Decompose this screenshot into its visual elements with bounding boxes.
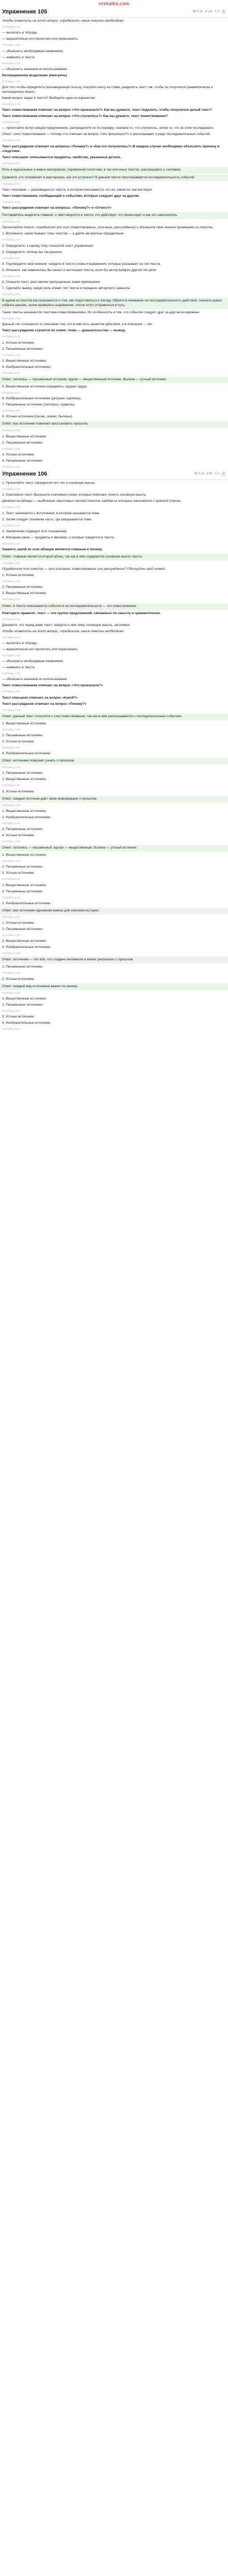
text-paragraph: — объяснить значения их использования. (2, 67, 68, 71)
text-paragraph: Текст повествования отвечает на вопрос «Что произошло?» Как вы думаете, текст поделить, чтобы получился целый текст? (2, 108, 213, 112)
watermark: reshalka.com (2, 80, 21, 83)
likes-count: 116 (207, 10, 213, 14)
text-paragraph: 2. Изобразительные источники. (2, 815, 52, 819)
text-paragraph: Текст рассуждения отвечает на вопрос «Почему?» (2, 702, 87, 706)
answer-block: Постарайтесь выделить главное: о чём говорится в тексте, кто действует, что происходит и как это закончилось. (0, 212, 228, 219)
watermark: reshalka.com (2, 353, 21, 357)
text-paragraph: 3. Устные источники. (2, 789, 35, 793)
text-paragraph: 1. Вещественные источники. (2, 996, 47, 1001)
answer-block: Сравните, кто отправляет в мастерскую, как это устроено? В данном тексте прослеживается последовательность событий. (0, 175, 228, 181)
text-paragraph: 6. Спишите текст, расставляя пропущенные знаки препинания. (2, 280, 101, 284)
text-paragraph: 2. Определите, к какому типу относится текст упражнения. (2, 244, 94, 248)
text-paragraph: 2. Письменные источники. (2, 889, 43, 893)
text-paragraph: 2. Озаглавьте текст. Выпишите ключевые слова, которые помогают понять основную мысль. (2, 493, 147, 497)
watermark: reshalka.com (2, 991, 21, 995)
watermark: reshalka.com (2, 728, 21, 732)
watermark: reshalka.com (2, 896, 21, 900)
text-paragraph: Текст описания: описываются предметы, свойства, указанные детали. (2, 155, 121, 159)
text-paragraph: 1. Вещественные источники. (2, 853, 47, 857)
text-paragraph: Определите тип текста — это описание, повествование или рассуждение? Обоснуйте свой ответ. (2, 567, 166, 571)
text-paragraph: 1. Вспомните, какие бывают типы текстов — и дайте им краткое определение. (2, 232, 125, 236)
watermark: reshalka.com (2, 562, 21, 565)
watermark: reshalka.com (2, 636, 21, 639)
text-paragraph: — выразительно его прочитать или пересказать; (2, 647, 78, 651)
comment-icon: ✎ (214, 10, 217, 14)
text-paragraph: — объяснить необходимые изменения; (2, 49, 64, 53)
answer-block: Ответ: в тексте описываются события в их последовательности — это повествование. (0, 603, 228, 610)
text-paragraph: 1. Вещественные источники. (2, 434, 47, 438)
text-paragraph: 4. Изобразительные источники. (2, 945, 52, 950)
text-paragraph: 1. Письменные источники. (2, 965, 43, 969)
exercise-header (0, 7, 228, 18)
text-paragraph: Текст повествования, сообщающий о событиях, которые следуют друг за другом. (2, 194, 140, 198)
watermark: reshalka.com (2, 708, 21, 712)
answer-block: Ответ: данный текст относится к типу повествование, так как в нём рассказывается о последовательных событиях. (0, 714, 228, 720)
watermark: reshalka.com (2, 257, 21, 260)
watermark: reshalka.com (2, 317, 21, 321)
watermark: reshalka.com (2, 934, 21, 937)
answer-block: Ответ: все источники одинаково важны для изучения истории. (0, 908, 228, 914)
text-paragraph: 2. Устные источники. (2, 977, 35, 981)
watermark: reshalka.com (2, 506, 21, 510)
watermark: reshalka.com (2, 878, 21, 882)
watermark: reshalka.com (2, 804, 21, 807)
watermark: reshalka.com (2, 1028, 21, 1031)
exercise-content (0, 19, 228, 469)
text-paragraph: Текст рассуждения отвечает на вопросы «Почему?» и «Как это получилось?» В каждом случае необходимо объяснить причину и следствие. (2, 144, 220, 153)
comments-stat[interactable] (215, 472, 219, 476)
text-paragraph: 1. Устные источники. (2, 573, 35, 578)
text-paragraph: Деление на абзацы — выделение смысловых частей текста, каждая из которых начинается с красной строки. (2, 499, 182, 503)
answer-block: Ответ: летопись — письменный, курган — вещественный, былина — устный источник. (0, 845, 228, 852)
text-paragraph: 1. Устные источники. (2, 921, 35, 925)
text-paragraph: 5. Опишите, как изменились бы смысл и интонация текста, если бы автор выбрал другой тип речи. (2, 268, 157, 272)
text-paragraph: — объяснить необходимые изменения; (2, 659, 64, 664)
exercises-list (0, 7, 228, 1031)
text-paragraph: 1. Письменные источники. (2, 771, 43, 775)
text-paragraph: 1. Вещественные источники. (2, 721, 47, 725)
text-paragraph: 2. Письменные источники. (2, 440, 43, 445)
text-paragraph: 4. Изобразительные источники. (2, 1021, 52, 1025)
text-paragraph: 8. Устные источники (песни, сказки, былины). (2, 415, 73, 419)
text-paragraph: — объяснить значения их использования. (2, 677, 68, 682)
exercise-content (0, 481, 228, 1031)
watermark: reshalka.com (2, 690, 21, 694)
answer-block: Роль в журнальных и живых материалах, перевозной логистике, в тех или иных текстах, рассказывать о человеке. (0, 167, 228, 174)
text-paragraph: — изменить в тексте; (2, 55, 36, 59)
text-paragraph: 7. Письменные источники (летописи, грамоты). (2, 403, 76, 407)
watermark: reshalka.com (2, 654, 21, 657)
exercise-title: Упражнение 106 (2, 470, 47, 477)
heart-icon: ♥ (206, 472, 208, 476)
watermark: reshalka.com (2, 746, 21, 750)
text-paragraph: 2. Затем следует основная часть, где раскрывается тема. (2, 517, 92, 521)
watermark: reshalka.com (2, 62, 21, 65)
watermark: reshalka.com (2, 784, 21, 788)
menu-icon[interactable]: ☰ (222, 10, 225, 14)
views-stat[interactable] (192, 10, 203, 14)
text-paragraph: 2. Письменные источники. (2, 585, 43, 589)
text-paragraph: 3. Вещественные источники. (2, 939, 47, 943)
text-paragraph: 2. Вещественные источники. (2, 777, 47, 782)
comments-stat[interactable] (215, 10, 219, 14)
text-paragraph: Повторите правило: текст — это группа предложений, связанных по смыслу и грамматически. (2, 611, 161, 615)
text-paragraph: 1. Текст начинается с вступления, в котором называется тема. (2, 511, 100, 515)
text-paragraph: Текст повествования отвечает на вопрос «Что случилось?» Как вы думаете, текст повествование? (2, 114, 168, 118)
text-paragraph: Текст-рассуждение строится по схеме: тезис — доказательства — вывод. (2, 329, 126, 333)
watermark: reshalka.com (2, 44, 21, 47)
text-paragraph: 3. Устные источники. (2, 1015, 35, 1019)
text-paragraph: Чтобы ответить на этот вопрос, определите, какие тексты необходимо: (2, 629, 125, 633)
text-paragraph: 3. Вещественные источники. (2, 359, 47, 363)
watermark: reshalka.com (2, 1009, 21, 1013)
watermark: reshalka.com (2, 221, 21, 224)
text-paragraph: 7. Сделайте вывод: какую роль играет тип текста в передаче авторского замысла. (2, 286, 131, 290)
watermark: reshalka.com (2, 429, 21, 433)
text-paragraph: Интонационное выделение (мем-речь) (2, 73, 67, 77)
text-paragraph: 3. Определите, почему вы так решили. (2, 250, 63, 254)
text-paragraph: 3. Заключение подводит итог сказанному. (2, 529, 68, 533)
text-paragraph: 5. Вещественные источники (предметы, орудия труда). (2, 384, 88, 388)
text-paragraph: Такие тексты называются текстами-повествованиями. Их особенность в том, что события следуют друг за другом во времени. (2, 311, 200, 315)
likes-stat[interactable] (206, 472, 212, 476)
answer-block: Ответ: источники помогают узнать о прошлом. (0, 758, 228, 765)
text-paragraph: 3. Вещественные источники. (2, 591, 47, 596)
exercise-section (0, 7, 228, 469)
heart-icon: ♥ (205, 10, 207, 14)
watermark: reshalka.com (2, 139, 21, 143)
watermark: reshalka.com (2, 447, 21, 451)
text-paragraph: 2. Письменные источники. (2, 927, 43, 931)
text-paragraph: Текст описания отвечает на вопрос «Какой?» (2, 696, 78, 700)
text-paragraph: 2. Письменные источники. (2, 734, 43, 738)
watermark: reshalka.com (2, 335, 21, 339)
text-paragraph: 1. Устные источники. (2, 341, 35, 345)
answer-block: Ответ: все источники помогают восстановить прошлое. (0, 421, 228, 428)
text-paragraph: Текст рассуждения отвечает на вопросы: «Почему?» и «Отчего?» (2, 206, 112, 210)
text-paragraph: 4. Устные источники. (2, 834, 35, 838)
views-count: 3.2К (198, 472, 205, 476)
comments-count: 0 (217, 10, 219, 14)
text-paragraph: 4. Письменные источники. (2, 459, 43, 463)
site-logo-text: reshalka.com (99, 1, 129, 6)
watermark: reshalka.com (2, 371, 21, 375)
watermark: reshalka.com (2, 916, 21, 919)
text-paragraph: 3. Устные источники. (2, 740, 35, 743)
text-paragraph: 1. Прочитайте текст, определите его тип и основную мысль. (2, 481, 96, 485)
text-paragraph: — прочитайте вслух каждое предложение, распределите их по порядку: сначала то, что случилось, затем то, что за этим последовало. (2, 126, 214, 130)
watermark: reshalka.com (2, 618, 21, 621)
watermark: reshalka.com (2, 121, 21, 125)
watermark: reshalka.com (2, 239, 21, 242)
watermark: reshalka.com (2, 598, 21, 602)
exercise-stats (194, 472, 226, 477)
watermark: reshalka.com (2, 860, 21, 863)
answer-block: В одном из текстов рассказывается о том, как подготовиться к походу. Обратите внимание на последовательность действий: сначала нужно собрать рюкзак, затем проверить снаряжение, после этого отправиться в путь. (0, 298, 228, 309)
watermark: reshalka.com (2, 26, 21, 29)
text-paragraph: 3. Письменные источники. (2, 827, 43, 832)
watermark: reshalka.com (2, 952, 21, 956)
watermark: reshalka.com (2, 542, 21, 546)
text-paragraph: 6. Изобразительные источники (рисунки, картины). (2, 397, 82, 401)
text-paragraph: — выразительно его прочитать или пересказать; (2, 37, 78, 41)
watermark: reshalka.com (2, 972, 21, 975)
eye-icon: 👁 (193, 472, 198, 476)
text-paragraph: 4. Подтвердите своё мнение: найдите в тексте слова и выражения, которые указывают на тип текста. (2, 262, 161, 266)
text-paragraph: 2. Письменные источники. (2, 1003, 43, 1007)
answer-block: Ответ: главным является второй абзац, так как в нём содержится основная мысль текста. (0, 554, 228, 561)
eye-icon: 👁 (192, 10, 197, 14)
watermark: reshalka.com (2, 391, 21, 395)
text-paragraph: Чтобы ответить на этот вопрос, определите, какие тексты необходимо: (2, 19, 125, 23)
exercise-title: Упражнение 105 (2, 9, 47, 15)
text-paragraph: 3. Устные источники. (2, 871, 35, 875)
watermark: reshalka.com (2, 840, 21, 843)
text-paragraph: Ответ: текст повествование — потому что отвечает на вопрос «Что произошло?» и рассказывает о ряде последовательных событий. (2, 132, 211, 137)
watermark: reshalka.com (2, 275, 21, 278)
watermark: reshalka.com (2, 822, 21, 825)
comment-icon: ✎ (214, 472, 217, 476)
answer-block: Ответ: летопись — письменный источник; курган — вещественный источник; былина — устный источник. (0, 377, 228, 383)
text-paragraph: 1. Вещественные источники. (2, 883, 47, 887)
answer-block: Ответ: каждый источник даёт свою информацию о прошлом. (0, 796, 228, 803)
text-paragraph: 4. Изобразительные источники. (2, 752, 52, 756)
likes-count: 98 (208, 472, 213, 476)
watermark: reshalka.com (2, 410, 21, 413)
text-paragraph: — выписать в тетрадь; (2, 641, 38, 646)
watermark: reshalka.com (2, 766, 21, 770)
text-paragraph: 2. Письменные источники. (2, 865, 43, 869)
watermark: reshalka.com (2, 293, 21, 296)
watermark: reshalka.com (2, 162, 21, 165)
text-paragraph: — выписать в тетрадь; (2, 31, 38, 35)
views-stat[interactable] (194, 472, 204, 476)
text-paragraph: Для того чтобы определить произведенную пользу, откройте книгу на главе, разделить текст так, чтобы он получился грамматически и интонационно верно. (2, 86, 213, 94)
text-paragraph: 1. Вещественные источники. (2, 809, 47, 813)
text-paragraph: Текст повествования отвечает на вопрос «Что произошло?» (2, 684, 103, 688)
site-logo[interactable] (0, 0, 228, 7)
text-paragraph: Текст описания — разновидность текста, в котором описывается, кто он, каков он, как выглядит. (2, 188, 153, 192)
watermark: reshalka.com (2, 182, 21, 186)
text-paragraph: 2. Письменные источники. (2, 347, 43, 351)
text-paragraph: 3. Устные источники. (2, 452, 35, 456)
likes-stat[interactable] (205, 10, 212, 14)
answer-block: Ответ: источники — это всё, что создано человеком и может рассказать о прошлом. (0, 957, 228, 963)
text-paragraph: Какой вопрос задан в тексте? Выберите один из вариантов: (2, 96, 96, 100)
exercise-section (0, 469, 228, 1031)
watermark: reshalka.com (2, 103, 21, 106)
exercise-header (0, 469, 228, 480)
watermark: reshalka.com (2, 672, 21, 676)
text-paragraph: 4. Изобразительные источники. (2, 365, 52, 369)
watermark: reshalka.com (2, 580, 21, 584)
text-paragraph: Укажите, какой из этих абзацев является главным и почему. (2, 548, 103, 551)
answer-block: Ответ: каждый вид источников важен по-своему. (0, 984, 228, 990)
text-paragraph: 3. Изобразительные источники. (2, 901, 52, 905)
views-count: 4.3К (197, 10, 203, 14)
comments-count: 0 (217, 472, 219, 476)
watermark: reshalka.com (2, 524, 21, 528)
text-paragraph: Прочитайте текст, определите его тип (повествование, описание, рассуждение) и докажите своё мнение примерами из текста. (2, 226, 214, 230)
watermark: reshalka.com (2, 200, 21, 204)
text-paragraph: Докажите, что перед вами текст: найдите в нём тему, основную мысль, заголовок. (2, 623, 131, 627)
text-paragraph: Данный тип отличается от описания тем, что в нём есть развитие действия, а в описании — нет. (2, 323, 153, 327)
exercise-stats (192, 10, 226, 14)
text-paragraph: 4. Материал речи — предметы и явления, о которых говорится в тексте. (2, 535, 115, 539)
menu-icon[interactable]: ☰ (222, 472, 225, 476)
text-paragraph: — изменить в тексте; (2, 666, 36, 670)
watermark: reshalka.com (2, 488, 21, 492)
watermark: reshalka.com (2, 465, 21, 469)
